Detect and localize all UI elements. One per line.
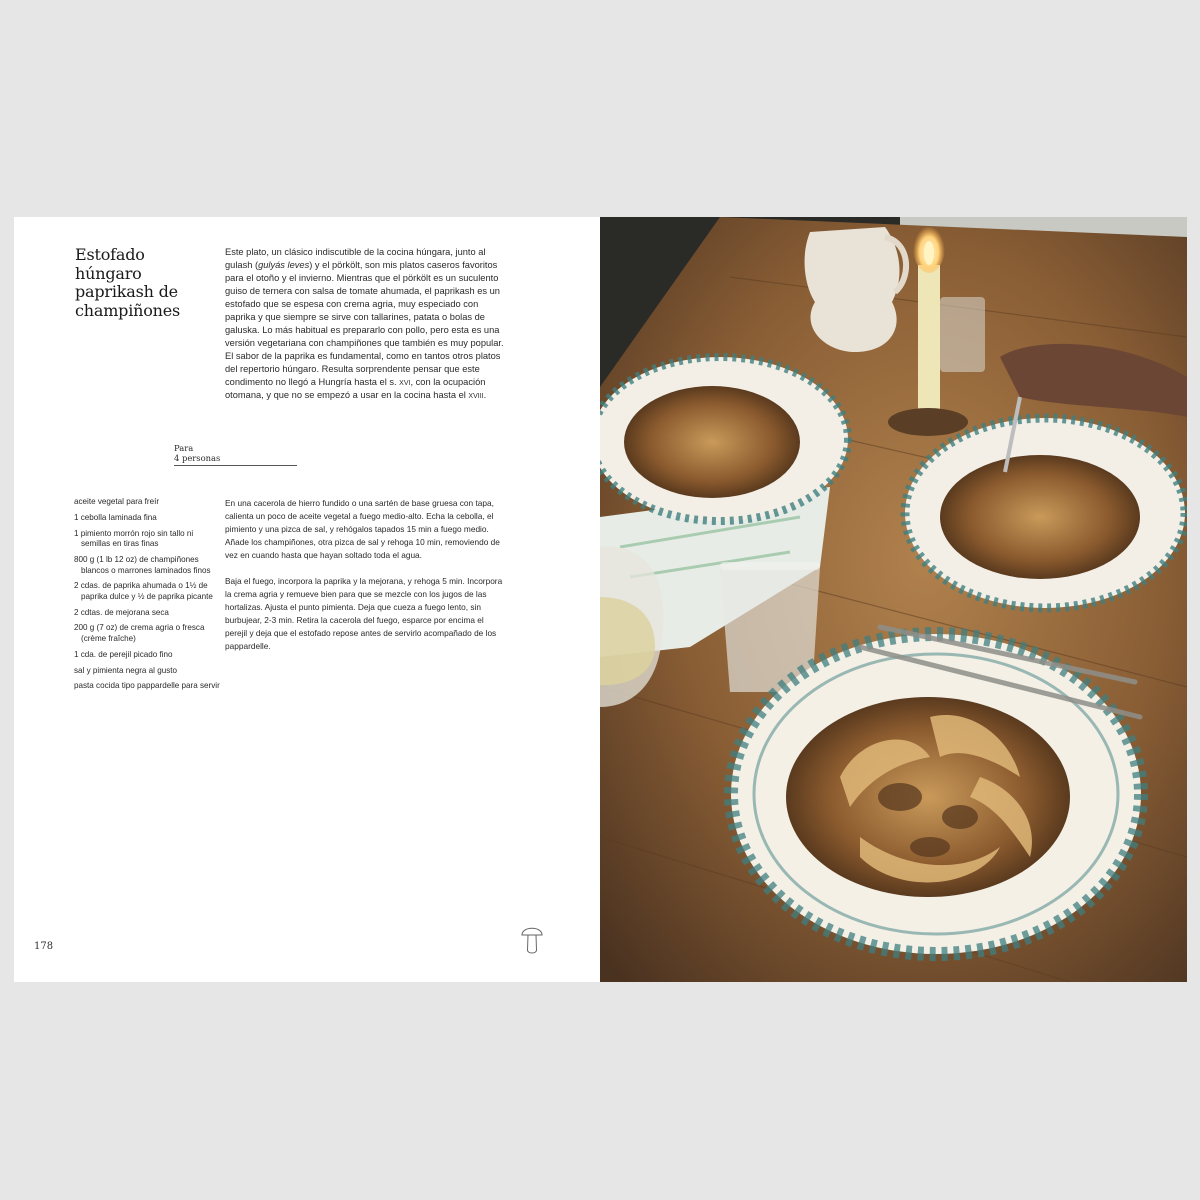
recipe-title: Estofado húngaro paprikash de champiñones: [75, 245, 181, 320]
servings-label: Para: [174, 443, 194, 453]
method-steps: [225, 497, 508, 666]
servings-value: 4 personas: [174, 452, 221, 463]
page-number: 178: [34, 941, 54, 952]
recipe-intro: Este plato, un clásico indiscutible de la cocina húngara, junto al gulash (gulyás leves) y el pörkölt, son mis platos caseros favoritos para el otoño y el invierno. Mientras que el pörkölt es un suculento guiso de ternera con salsa de tomate ahumada, el paprikash es un estofado que se espesa con crema agria, muy especiado con paprika y que siempre se sirve con tallarines, patata o bolas de galuska. Lo más habitual es prepararlo con pollo, pero esta es una versión vegetariana con champiñones que también es muy popular. El sabor de la paprika es fundamental, como en tantos otros platos del repertorio húngaro. Resulta sorprendente pensar que este condimento no llegó a Hungría hasta el s. xvi, con la ocupación otomana, y que no se empezó a usar en la cocina hasta el xviii.: [225, 247, 504, 400]
ingredient-item: 1 pimiento morrón rojo sin tallo ni semillas en tiras finas: [74, 528, 194, 549]
ingredient-item: sal y pimienta negra al gusto: [74, 665, 178, 675]
ingredient-item: 2 cdtas. de mejorana seca: [74, 607, 169, 617]
mushroom-icon: [520, 922, 544, 956]
ingredient-item: 1 cda. de perejil picado fino: [74, 649, 173, 659]
ingredient-item: 2 cdas. de paprika ahumada o 1½ de paprika dulce y ½ de paprika picante: [74, 581, 213, 601]
ingredient-item: pasta cocida tipo pappardelle para servir: [74, 681, 220, 691]
method-paragraph: Baja el fuego, incorpora la paprika y la mejorana, y rehoga 5 min. Incorpora la crema agria y remueve bien para que se mezcle con los jugos de las hortalizas. Ajusta el punto pimienta. Deja que cueza a fuego lento, sin burbujear, 2-3 min. Retira la cacerola del fuego, esparce por encima el perejil y deja que el estofado repose antes de servirlo acompañado de los pappardelle.: [225, 576, 503, 651]
ingredient-item: 200 g (7 oz) de crema agria o fresca (crème fraîche): [74, 623, 205, 644]
ingredients-list: [74, 497, 224, 697]
ingredient-item: 1 cebolla laminada fina: [74, 512, 157, 522]
ingredient-item: 800 g (1 lb 12 oz) de champiñones blancos o marrones laminados finos: [74, 554, 211, 575]
ingredient-item: aceite vegetal para freír: [74, 497, 160, 506]
right-page: [600, 217, 1187, 982]
servings: [174, 444, 297, 466]
book-spread: [14, 217, 1187, 982]
left-page: [14, 217, 600, 982]
food-photo: [600, 217, 1187, 982]
method-paragraph: En una cacerola de hierro fundido o una sartén de base gruesa con tapa, calienta un poco de aceite vegetal a fuego medio-alto. Echa la cebolla, el pimiento y una pizca de sal, y rehógalos tapados 15 min a fuego medio. Añade los champiñones, otra pizca de sal y rehoga 10 min, removiendo de vez en cuando hasta que hayan soltado toda el agua.: [225, 498, 500, 560]
